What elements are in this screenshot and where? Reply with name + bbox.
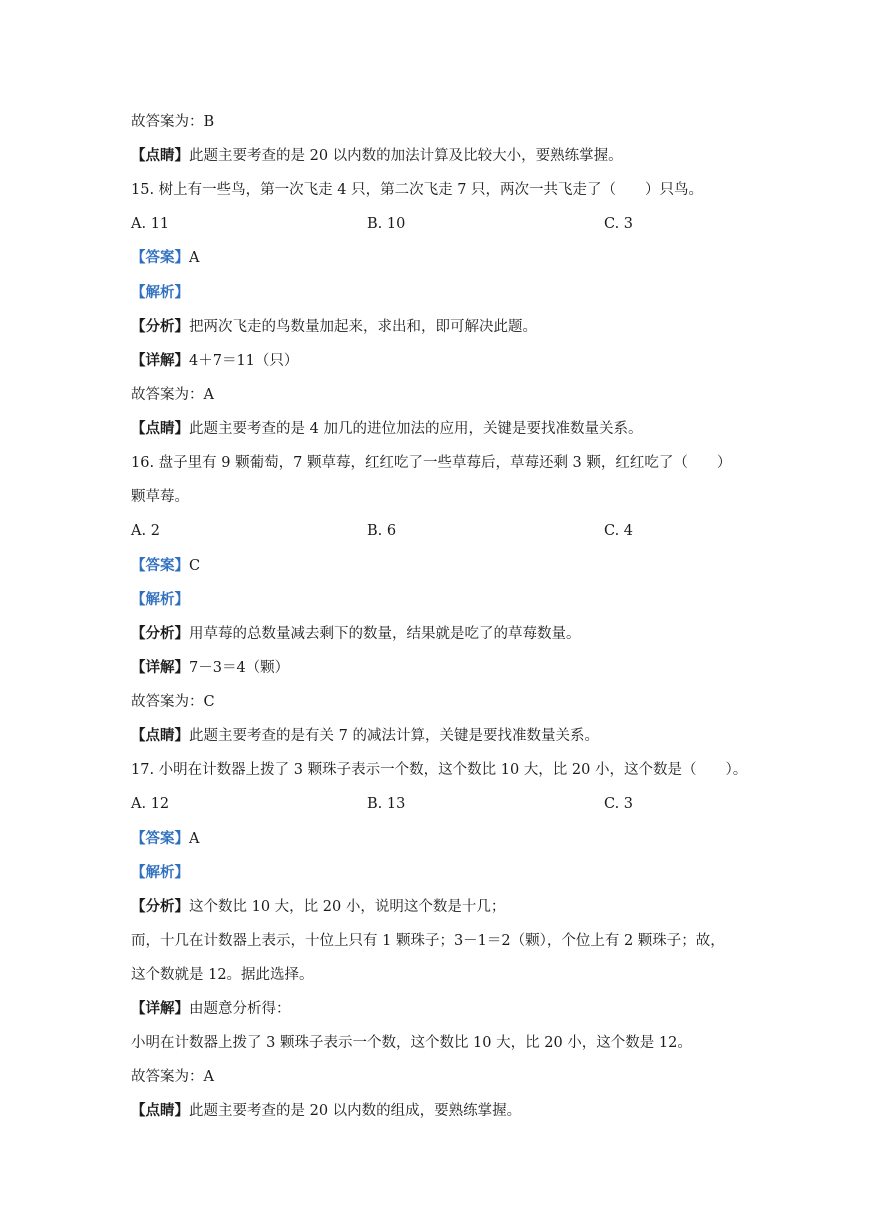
q17-option-a: A. 12 (131, 796, 170, 812)
q17-option-c: C. 3 (604, 796, 634, 812)
q16-fenxi (131, 624, 581, 644)
xiangjie-tag: 【详解】 (131, 352, 189, 369)
q15-review (131, 419, 642, 439)
xiangjie-text: 由题意分析得： (189, 1001, 291, 1017)
question-16-stem-cont: 颗草莓。 (131, 489, 189, 505)
q15-analysis-heading: 【解析】 (131, 284, 189, 301)
q16-answer (131, 556, 200, 576)
q17-xiangjie (131, 999, 291, 1019)
fenxi-text: 用草莓的总数量减去剩下的数量，结果就是吃了的草莓数量。 (189, 626, 581, 642)
fenxi-text: 把两次飞走的鸟数量加起来，求出和，即可解决此题。 (189, 319, 537, 335)
answer-value: C (189, 558, 201, 574)
q15-option-b: B. 10 (367, 216, 406, 232)
review-tag: 【点睛】 (131, 420, 189, 437)
review-text: 此题主要考查的是有关 7 的减法计算，关键是要找准数量关系。 (189, 728, 599, 744)
q17-answer-line: 故答案为：A (131, 1069, 214, 1085)
review-text: 此题主要考查的是 20 以内数的加法计算及比较大小，要熟练掌握。 (189, 148, 623, 164)
q16-review (131, 726, 599, 746)
q15-option-a: A. 11 (131, 216, 170, 232)
fenxi-tag: 【分析】 (131, 625, 189, 642)
review-text: 此题主要考查的是 4 加几的进位加法的应用，关键是要找准数量关系。 (189, 421, 643, 437)
xiangjie-tag: 【详解】 (131, 659, 189, 676)
xiangjie-text: 7－3＝4（颗） (189, 660, 290, 676)
review-tag: 【点睛】 (131, 147, 189, 164)
q17-fenxi (131, 897, 505, 917)
q17-analysis-heading: 【解析】 (131, 864, 189, 881)
answer-line: 故答案为：B (131, 114, 215, 130)
q16-analysis-heading: 【解析】 (131, 591, 189, 608)
q15-answer-line: 故答案为：A (131, 387, 214, 403)
q15-fenxi (131, 317, 537, 337)
q16-option-a: A. 2 (131, 523, 160, 539)
q15-option-c: C. 3 (604, 216, 634, 232)
q16-xiangjie (131, 658, 289, 678)
question-15-stem: 15. 树上有一些鸟，第一次飞走 4 只，第二次飞走 7 只，两次一共飞走了（ ）只鸟。 (131, 182, 704, 198)
q15-answer (131, 248, 199, 268)
answer-tag: 【答案】 (131, 557, 189, 574)
review-text: 此题主要考查的是 20 以内数的组成，要熟练掌握。 (189, 1103, 522, 1119)
answer-tag: 【答案】 (131, 830, 189, 847)
review-tag: 【点睛】 (131, 1102, 189, 1119)
answer-tag: 【答案】 (131, 249, 189, 266)
fenxi-tag: 【分析】 (131, 898, 189, 915)
q16-option-c: C. 4 (604, 523, 634, 539)
review-tag: 【点睛】 (131, 727, 189, 744)
xiangjie-tag: 【详解】 (131, 1000, 189, 1017)
q17-fenxi-line2: 而，十几在计数器上表示，十位上只有 1 颗珠子；3－1＝2（颗），个位上有 2 颗珠子；故， (131, 933, 725, 949)
review-line (131, 146, 623, 166)
question-17-stem: 17. 小明在计数器上拨了 3 颗珠子表示一个数，这个数比 10 大，比 20 小，这个数是（ ）。 (131, 762, 748, 778)
xiangjie-text: 4＋7＝11（只） (189, 353, 299, 369)
answer-value: A (189, 250, 200, 266)
answer-value: A (189, 831, 200, 847)
q17-answer (131, 829, 199, 849)
fenxi-text: 这个数比 10 大，比 20 小，说明这个数是十几； (189, 899, 506, 915)
fenxi-tag: 【分析】 (131, 318, 189, 335)
q16-answer-line: 故答案为：C (131, 694, 215, 710)
q17-review (131, 1101, 521, 1121)
q16-option-b: B. 6 (367, 523, 397, 539)
question-16-stem: 16. 盘子里有 9 颗葡萄，7 颗草莓，红红吃了一些草莓后，草莓还剩 3 颗，红红吃了（ ） (131, 455, 732, 471)
q17-fenxi-line3: 这个数就是 12。据此选择。 (131, 967, 314, 983)
q17-option-b: B. 13 (367, 796, 406, 812)
q17-xiangjie-line2: 小明在计数器上拨了 3 颗珠子表示一个数，这个数比 10 大，比 20 小，这个数是 12。 (131, 1035, 692, 1051)
q15-xiangjie (131, 351, 298, 371)
